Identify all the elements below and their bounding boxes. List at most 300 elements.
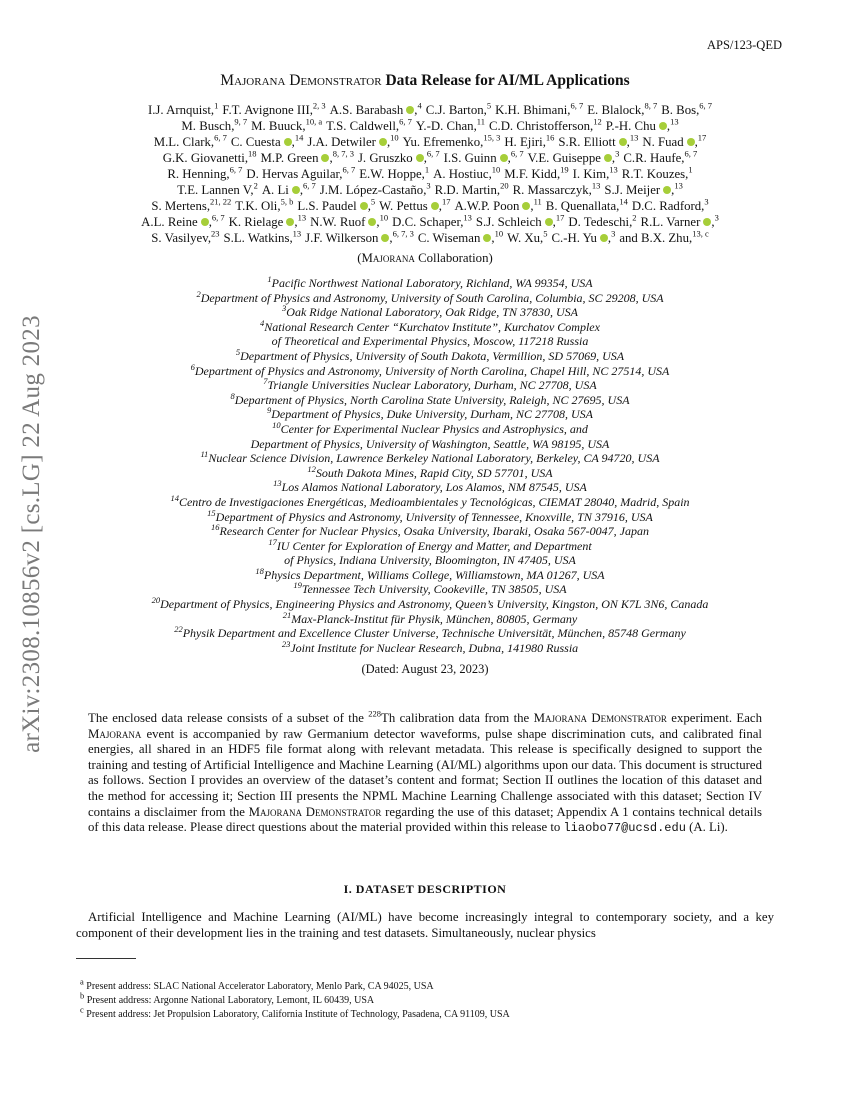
author: R. Henning,$^{6, 7}$ — [167, 164, 243, 181]
affiliation — [60, 334, 800, 349]
affiliation — [60, 305, 800, 320]
orcid-icon[interactable] — [201, 218, 209, 226]
author-name: R.T. Kouzes — [621, 167, 686, 181]
abstract: The enclosed data release consists of a subset of the $^{228}$Th calibration data from the Majorana Demonstrator experiment. Each Majorana event is accompanied by raw Germanium detector waveforms, pulse shape discrimination cuts, and calibrated final energies, all shared in an HDF5 file format along with relevant metadata. This release is specifically designed to support the training and testing of Artificial Intelligence and Machine Learning (AI/ML) algorithms upon our data. This document is structured as follows. Section I provides an overview of the dataset’s content and format; Section II outlines the location of this dataset and the method for accessing it; Section III presents the NPML Machine Learning Challenge associated with this dataset; Section IV contains a disclaimer from the Majorana Demonstrator regarding the use of this dataset; Appendix A 1 contains technical details of this data release. Please direct questions about the material provided within this release to liaobo77@ucsd.edu (A. Li). — [88, 708, 763, 836]
section-heading: I. DATASET DESCRIPTION — [343, 882, 507, 896]
author-affiliation-mark: 8, 7 — [644, 100, 658, 111]
affiliation-number: 13 — [273, 478, 282, 489]
author: J.A. Detwiler ,$^{10}$ — [307, 132, 399, 149]
author-affiliation-mark: 3 — [615, 148, 620, 159]
date-line: (Dated: August 23, 2023) — [361, 662, 489, 676]
author-affiliation-mark: 17 — [441, 196, 451, 207]
affiliation-text: South Dakota Mines, Rapid City, SD 57701, USA — [315, 465, 553, 480]
author-affiliation-mark: 10, a — [305, 116, 323, 127]
author-affiliation-mark: 9, 7 — [234, 116, 248, 127]
author-line — [60, 150, 800, 166]
author-name: W. Xu — [507, 231, 541, 245]
author-name: R. Massarczyk — [512, 183, 589, 197]
author-name: M.P. Green — [260, 151, 319, 165]
affiliation-text: Department of Physics, Duke University, Durham, NC 27708, USA — [271, 407, 593, 422]
author-affiliation-mark: 18 — [248, 148, 257, 159]
author-name: S. Mertens — [151, 199, 207, 213]
contact-email-link[interactable]: liaobo77@ucsd.edu — [563, 821, 686, 836]
author-name: A.W.P. Poon — [454, 199, 520, 213]
author-name: J.A. Detwiler — [307, 135, 376, 149]
author: M.L. Clark,$^{6, 7}$ — [153, 132, 227, 149]
affiliation-text: Tennessee Tech University, Cookeville, TN 38505, USA — [301, 582, 567, 597]
author-name: S.L. Watkins — [223, 231, 290, 245]
author: C. Cuesta ,$^{14}$ — [230, 132, 304, 149]
author-name: I.J. Arnquist — [147, 103, 211, 117]
author: M. Busch,$^{9, 7}$ — [181, 116, 248, 133]
author: R. Massarczyk,$^{13}$ — [512, 180, 601, 197]
author: R.L. Varner ,$^3$ — [640, 212, 719, 229]
author-affiliation-mark: 6, 7 — [303, 180, 316, 191]
author-affiliation-mark: 12 — [593, 116, 602, 127]
author-name: D. Tedeschi — [568, 215, 630, 229]
affiliation-text: Research Center for Nuclear Physics, Osaka University, Ibaraki, Osaka 567-0047, Japan — [219, 524, 649, 539]
author-name: N.W. Ruof — [310, 215, 366, 229]
author: T.E. Lannen V,$^2$ — [177, 180, 258, 197]
author: A.S. Barabash ,$^4$ — [329, 100, 422, 117]
author: C.J. Barton,$^5$ — [425, 100, 492, 117]
affiliation-text: Nuclear Science Division, Lawrence Berkeley National Laboratory, Berkeley, CA 94720, USA — [208, 451, 660, 466]
orcid-icon[interactable] — [703, 218, 711, 226]
author: V.E. Guiseppe ,$^3$ — [527, 148, 620, 165]
author-name: A. Hostiuc — [433, 167, 489, 181]
affiliation-number: 6 — [190, 361, 195, 372]
orcid-icon[interactable] — [687, 138, 695, 146]
author-name: T.E. Lannen V — [177, 183, 251, 197]
author-affiliation-mark: 6, 7, 3 — [392, 228, 414, 239]
arxiv-stamp[interactable]: arXiv:2308.10856v2 [cs.LG] 22 Aug 2023 — [18, 315, 45, 753]
affiliation — [60, 524, 800, 539]
author-name: C. Wiseman — [417, 231, 481, 245]
author-affiliation-mark: 13 — [297, 212, 307, 223]
footnote-mark: c — [80, 1004, 84, 1015]
affiliation — [60, 492, 800, 510]
author-name: M.L. Clark — [153, 135, 211, 149]
affiliation-number: 8 — [230, 390, 235, 401]
footnote — [80, 990, 510, 1008]
author-name: M.F. Kidd — [504, 167, 557, 181]
collab-name: Majorana — [361, 251, 415, 265]
affiliation-number: 1 — [267, 274, 272, 284]
author-affiliation-mark: 14 — [294, 132, 304, 143]
author-name: S. Vasilyev — [151, 231, 208, 245]
author-affiliation-mark: 15, 3 — [483, 132, 501, 143]
author: F.T. Avignone III,$^{2, 3}$ — [222, 100, 326, 117]
affiliation — [60, 553, 800, 568]
affiliation — [60, 317, 800, 335]
author-name: R.L. Varner — [640, 215, 701, 229]
affiliation — [60, 582, 800, 597]
affiliation-text: Joint Institute for Nuclear Research, Dubna, 141980 Russia — [290, 640, 579, 655]
affiliation-number: 10 — [272, 419, 281, 430]
author-affiliation-mark: 19 — [560, 164, 569, 175]
author: H. Ejiri,$^{16}$ — [504, 132, 555, 149]
affiliation-number: 16 — [211, 522, 220, 533]
author-name: P.-H. Chu — [605, 119, 656, 133]
author-affiliation-mark: 13 — [292, 228, 302, 239]
author-affiliation-mark: 6, 7 — [211, 212, 225, 223]
author-line — [60, 102, 800, 118]
author: M. Buuck,$^{10, a}$ — [251, 116, 323, 133]
affiliation-number: 4 — [260, 317, 265, 328]
author: S. Vasilyev,$^{23}$ — [151, 228, 220, 245]
footnote — [80, 976, 510, 994]
author-name: B. Bos — [661, 103, 697, 117]
affiliation-number: 9 — [267, 405, 272, 416]
author-affiliation-mark: 17 — [555, 212, 565, 223]
affiliation-number: 23 — [281, 638, 291, 649]
author-name: S.R. Elliott — [558, 135, 616, 149]
author-name: V.E. Guiseppe — [527, 151, 601, 165]
author: I.J. Arnquist,$^1$ — [147, 100, 219, 117]
author-affiliation-mark: 17 — [697, 132, 707, 143]
author: N.W. Ruof ,$^{10}$ — [310, 212, 389, 229]
author-affiliation-mark: 13, c — [692, 228, 709, 239]
orcid-icon[interactable] — [379, 138, 387, 146]
author: D.C. Radford,$^3$ — [631, 196, 709, 213]
author-affiliation-mark: 4 — [417, 100, 422, 111]
author-affiliation-mark: 5 — [486, 100, 492, 111]
author-name: K. Rielage — [228, 215, 284, 229]
author: T.S. Caldwell,$^{6, 7}$ — [326, 116, 412, 133]
author-name: Yu. Efremenko — [402, 135, 481, 149]
footnote-mark: b — [80, 990, 85, 1001]
author-name: F.T. Avignone III — [222, 103, 310, 117]
section-body: Artificial Intelligence and Machine Learning (AI/ML) have become increasingly integral to contemporary society, and a key component of their development lies in the training and test datasets. Simultaneously, nuclear physics — [76, 910, 774, 940]
author-name: E. Blalock — [587, 103, 642, 117]
author-affiliation-mark: 6, 7 — [570, 100, 584, 111]
orcid-icon[interactable] — [619, 138, 627, 146]
author-affiliation-mark: 10 — [379, 212, 389, 223]
author-affiliation-mark: 2 — [253, 180, 258, 191]
affiliation-text: Department of Physics and Astronomy, University of North Carolina, Chapel Hill, NC 27514, USA — [194, 363, 670, 378]
affiliation-text: Oak Ridge National Laboratory, Oak Ridge, TN 37830, USA — [286, 305, 578, 320]
author-affiliation-mark: 3 — [704, 196, 709, 207]
author-affiliation-mark: 3 — [611, 228, 616, 239]
affiliation-number: 2 — [196, 288, 201, 299]
author-name: D.C. Radford — [631, 199, 702, 213]
author: D. Hervas Aguilar,$^{6, 7}$ — [246, 164, 356, 181]
affiliation-number: 12 — [307, 463, 316, 474]
author-affiliation-mark: 6, 7 — [684, 148, 698, 159]
affiliation-text: Department of Physics and Astronomy, University of Tennessee, Knoxville, TN 37916, USA — [215, 509, 653, 524]
author: M.P. Green ,$^{8, 7, 3}$ — [260, 148, 354, 165]
author-affiliation-mark: 1 — [424, 164, 430, 175]
affiliation-number: 7 — [263, 376, 268, 387]
orcid-icon[interactable] — [483, 234, 491, 242]
author: L.S. Paudel ,$^5$ — [297, 196, 376, 213]
author-affiliation-mark: 6, 7 — [510, 148, 524, 159]
author: C.R. Haufe,$^{6, 7}$ — [623, 148, 698, 165]
author: T.K. Oli,$^{5, b}$ — [235, 196, 294, 213]
author: R.D. Martin,$^{20}$ — [434, 180, 509, 197]
title-main: Data Release for AI/ML Applications — [385, 72, 630, 89]
author-affiliation-mark: 6, 7 — [399, 116, 412, 127]
author-name: C.J. Barton — [425, 103, 484, 117]
affiliation-text: Center for Experimental Nuclear Physics and Astrophysics, and — [280, 421, 588, 436]
author-name: I. Kim — [572, 167, 607, 181]
author-name: J.F. Wilkerson — [305, 231, 379, 245]
author-name: R. Henning — [167, 167, 227, 181]
affiliation — [60, 419, 800, 437]
author-affiliation-mark: 23 — [211, 228, 220, 239]
author-name: A. Li — [261, 183, 289, 197]
author-affiliation-mark: 3 — [714, 212, 719, 223]
title-prefix: Majorana Demonstrator — [220, 72, 382, 89]
affiliation — [60, 536, 800, 554]
affiliation — [60, 288, 800, 306]
author-affiliation-mark: 21, 22 — [210, 196, 232, 207]
orcid-icon[interactable] — [360, 202, 368, 210]
author-name: D.C. Schaper — [392, 215, 461, 229]
author-affiliation-mark: 13 — [463, 212, 472, 223]
author: I.S. Guinn ,$^{6, 7}$ — [443, 148, 524, 165]
author-affiliation-mark: 6, 7 — [229, 164, 243, 175]
author-affiliation-mark: 13 — [670, 116, 679, 127]
author-line — [60, 214, 800, 230]
orcid-icon[interactable] — [292, 186, 300, 194]
orcid-icon[interactable] — [284, 138, 292, 146]
affiliation-text: Pacific Northwest National Laboratory, Richland, WA 99354, USA — [271, 276, 593, 290]
author: J.F. Wilkerson ,$^{6, 7, 3}$ — [305, 228, 414, 245]
author-affiliation-mark: 10 — [494, 228, 504, 239]
affiliation — [60, 451, 800, 466]
author-name: J.M. López-Castaño — [319, 183, 424, 197]
orcid-icon[interactable] — [545, 218, 553, 226]
orcid-icon[interactable] — [368, 218, 376, 226]
affiliation-text: of Theoretical and Experimental Physics, Moscow, 117218 Russia — [271, 334, 589, 349]
author-name: Y.-D. Chan — [415, 119, 474, 133]
affiliation-number: 11 — [200, 449, 209, 460]
orcid-icon[interactable] — [286, 218, 294, 226]
affiliation-text: Max-Planck-Institut für Physik, München, 80805, Germany — [291, 611, 578, 626]
author-line — [60, 182, 800, 198]
affiliation-text: Department of Physics and Astronomy, University of South Carolina, Columbia, SC 29208, USA — [200, 290, 664, 305]
orcid-icon[interactable] — [600, 234, 608, 242]
author: S.R. Elliott ,$^{13}$ — [558, 132, 639, 149]
author-name: M. Busch — [181, 119, 232, 133]
author-affiliation-mark: 16 — [545, 132, 555, 143]
affiliation-number: 17 — [268, 536, 277, 547]
affiliation-text: of Physics, Indiana University, Bloomington, IN 47405, USA — [284, 553, 576, 568]
author-affiliation-mark: 2 — [632, 212, 637, 223]
author-affiliation-mark: 13 — [629, 132, 639, 143]
author-name: C.D. Christofferson — [488, 119, 591, 133]
author-affiliation-mark: 10 — [491, 164, 501, 175]
affiliation-text: IU Center for Exploration of Energy and Matter, and Department — [276, 538, 592, 553]
affiliation — [60, 276, 800, 291]
author-affiliation-mark: 5 — [370, 196, 376, 207]
author-name: G.K. Giovanetti — [162, 151, 245, 165]
footnote-rule — [76, 958, 136, 959]
author: C. Wiseman ,$^{10}$ — [417, 228, 504, 245]
affiliation — [60, 463, 800, 481]
author-name: K.H. Bhimani — [495, 103, 568, 117]
affiliation-text: National Research Center “Kurchatov Institute”, Kurchatov Complex — [264, 319, 600, 334]
affiliation-number: 20 — [151, 595, 161, 606]
orcid-icon[interactable] — [522, 202, 530, 210]
affiliation-text: Physik Department and Excellence Cluster Universe, Technische Universität, München, 85748 Germany — [182, 626, 686, 641]
collab-open: ( — [357, 251, 362, 265]
author-affiliation-mark: 13 — [591, 180, 601, 191]
orcid-icon[interactable] — [500, 154, 508, 162]
affiliation — [60, 361, 800, 379]
author: Yu. Efremenko,$^{15, 3}$ — [402, 132, 501, 149]
author-list — [60, 102, 800, 246]
author-name: T.K. Oli — [235, 199, 278, 213]
affiliation-text: Physics Department, Williams College, Williamstown, MA 01267, USA — [263, 567, 605, 582]
author-affiliation-mark: 2, 3 — [312, 100, 326, 111]
affiliation — [60, 507, 800, 525]
author-affiliation-mark: 6, 7 — [214, 132, 227, 143]
author: S. Mertens,$^{21, 22}$ — [151, 196, 232, 213]
footnote-text: Present address: Jet Propulsion Laboratory, California Institute of Technology, Pasadena, CA 91109, USA — [86, 1009, 510, 1020]
author: S.J. Schleich ,$^{17}$ — [475, 212, 565, 229]
orcid-icon[interactable] — [659, 122, 667, 130]
author: J.M. López-Castaño,$^3$ — [319, 180, 431, 197]
author-affiliation-mark: 3 — [426, 180, 431, 191]
affiliation-number: 5 — [235, 346, 241, 357]
author-affiliation-mark: 10 — [390, 132, 399, 143]
author-affiliation-mark: 11 — [533, 196, 542, 207]
orcid-icon[interactable] — [416, 154, 424, 162]
author-affiliation-mark: 1 — [214, 100, 219, 111]
footnote-mark: a — [80, 976, 84, 987]
affiliation-number: 22 — [174, 624, 183, 635]
affiliation — [60, 390, 800, 408]
affiliation-number: 19 — [293, 580, 302, 591]
author-affiliation-mark: 6, 7 — [426, 148, 440, 159]
author-name: B. Quenallata — [545, 199, 617, 213]
author: J. Gruszko ,$^{6, 7}$ — [357, 148, 440, 165]
author-name: T.S. Caldwell — [326, 119, 396, 133]
author-name: A.S. Barabash — [329, 103, 404, 117]
author: A. Hostiuc,$^{10}$ — [433, 164, 501, 181]
orcid-icon[interactable] — [406, 106, 414, 114]
author-line — [60, 118, 800, 134]
footnote — [80, 1004, 510, 1022]
author-affiliation-mark: 6, 7 — [342, 164, 356, 175]
author: R.T. Kouzes,$^1$ — [621, 164, 693, 181]
author-name: E.W. Hoppe — [359, 167, 422, 181]
author: N. Fuad ,$^{17}$ — [642, 132, 707, 149]
affiliation-number: 15 — [207, 507, 216, 518]
affiliation-number: 14 — [170, 492, 179, 503]
orcid-icon[interactable] — [431, 202, 439, 210]
author: Y.-D. Chan,$^{11}$ — [415, 116, 485, 133]
collaboration — [0, 250, 850, 266]
affiliation-text: Los Alamos National Laboratory, Los Alamos, NM 87545, USA — [281, 480, 587, 495]
author: C.D. Christofferson,$^{12}$ — [488, 116, 602, 133]
author: K. Rielage ,$^{13}$ — [228, 212, 307, 229]
author-affiliation-mark: 14 — [619, 196, 628, 207]
author: E.W. Hoppe,$^1$ — [359, 164, 430, 181]
paper-title — [0, 72, 850, 90]
author-affiliation-mark: 8, 7, 3 — [332, 148, 354, 159]
author-line — [60, 134, 800, 150]
author: I. Kim,$^{13}$ — [572, 164, 618, 181]
footnote-text: Present address: Argonne National Laboratory, Lemont, IL 60439, USA — [86, 995, 375, 1006]
author-name: A.L. Reine — [141, 215, 198, 229]
author-name: C.-H. Yu — [551, 231, 597, 245]
author: S.L. Watkins,$^{13}$ — [223, 228, 302, 245]
affiliation — [60, 378, 800, 393]
author-name: and B.X. Zhu — [619, 231, 689, 245]
author-affiliation-mark: 13 — [609, 164, 618, 175]
collab-rest: Collaboration) — [414, 251, 493, 265]
author: A.W.P. Poon ,$^{11}$ — [454, 196, 542, 213]
affiliation-text: Department of Physics, University of Washington, Seattle, WA 98195, USA — [250, 436, 610, 451]
author-affiliation-mark: 11 — [476, 116, 485, 127]
orcid-icon[interactable] — [381, 234, 389, 242]
affiliation — [60, 407, 800, 422]
author-affiliation-mark: 5 — [543, 228, 548, 239]
footnote-text: Present address: SLAC National Accelerator Laboratory, Menlo Park, CA 94025, USA — [86, 981, 434, 992]
affiliation-number: 18 — [255, 565, 264, 576]
affiliation-number: 3 — [282, 303, 287, 314]
orcid-icon[interactable] — [321, 154, 329, 162]
affiliation-text: Department of Physics, Engineering Physics and Astronomy, Queen’s University, Kingston, ON K7L 3N6, Canada — [160, 597, 709, 612]
author-name: M. Buuck — [251, 119, 303, 133]
author-name: S.J. Meijer — [604, 183, 661, 197]
author-name: S.J. Schleich — [475, 215, 542, 229]
author-line — [60, 166, 800, 182]
author: D. Tedeschi,$^2$ — [568, 212, 637, 229]
affiliation-text: Centro de Investigaciones Energéticas, Medioambientales y Tecnológicas, CIEMAT 28040, Madrid, Spain — [178, 494, 690, 509]
author: and B.X. Zhu,$^{13, c}$ — [619, 228, 709, 245]
author: W. Pettus ,$^{17}$ — [379, 196, 451, 213]
author: G.K. Giovanetti,$^{18}$ — [162, 148, 257, 165]
author: E. Blalock,$^{8, 7}$ — [587, 100, 658, 117]
affiliation — [60, 638, 800, 656]
orcid-icon[interactable] — [604, 154, 612, 162]
author: M.F. Kidd,$^{19}$ — [504, 164, 569, 181]
author-line — [60, 198, 800, 214]
author-name: C.R. Haufe — [623, 151, 682, 165]
author-name: J. Gruszko — [357, 151, 413, 165]
affiliation — [60, 565, 800, 583]
author-name: I.S. Guinn — [443, 151, 497, 165]
affiliation — [60, 597, 800, 612]
author-affiliation-mark: 5, b — [280, 196, 294, 207]
affiliation — [60, 609, 800, 627]
author-affiliation-mark: 6, 7 — [699, 100, 713, 111]
footnotes — [80, 976, 510, 1022]
author-name: C. Cuesta — [230, 135, 281, 149]
affiliation-text: Department of Physics, University of South Dakota, Vermillion, SD 57069, USA — [240, 348, 625, 363]
author-name: N. Fuad — [642, 135, 684, 149]
author: B. Bos,$^{6, 7}$ — [661, 100, 713, 117]
orcid-icon[interactable] — [663, 186, 671, 194]
author-name: H. Ejiri — [504, 135, 543, 149]
report-number: APS/123-QED — [706, 38, 782, 52]
author: P.-H. Chu ,$^{13}$ — [605, 116, 679, 133]
author: K.H. Bhimani,$^{6, 7}$ — [495, 100, 584, 117]
affiliation-text: Triangle Universities Nuclear Laboratory, Durham, NC 27708, USA — [267, 378, 597, 393]
affiliation — [60, 626, 800, 641]
affiliation — [60, 346, 800, 364]
author-affiliation-mark: 20 — [500, 180, 509, 191]
author-name: L.S. Paudel — [297, 199, 357, 213]
author: B. Quenallata,$^{14}$ — [545, 196, 628, 213]
affiliation-text: Department of Physics, North Carolina State University, Raleigh, NC 27695, USA — [234, 392, 630, 407]
author: A. Li ,$^{6, 7}$ — [261, 180, 316, 197]
author-affiliation-mark: 1 — [688, 164, 693, 175]
